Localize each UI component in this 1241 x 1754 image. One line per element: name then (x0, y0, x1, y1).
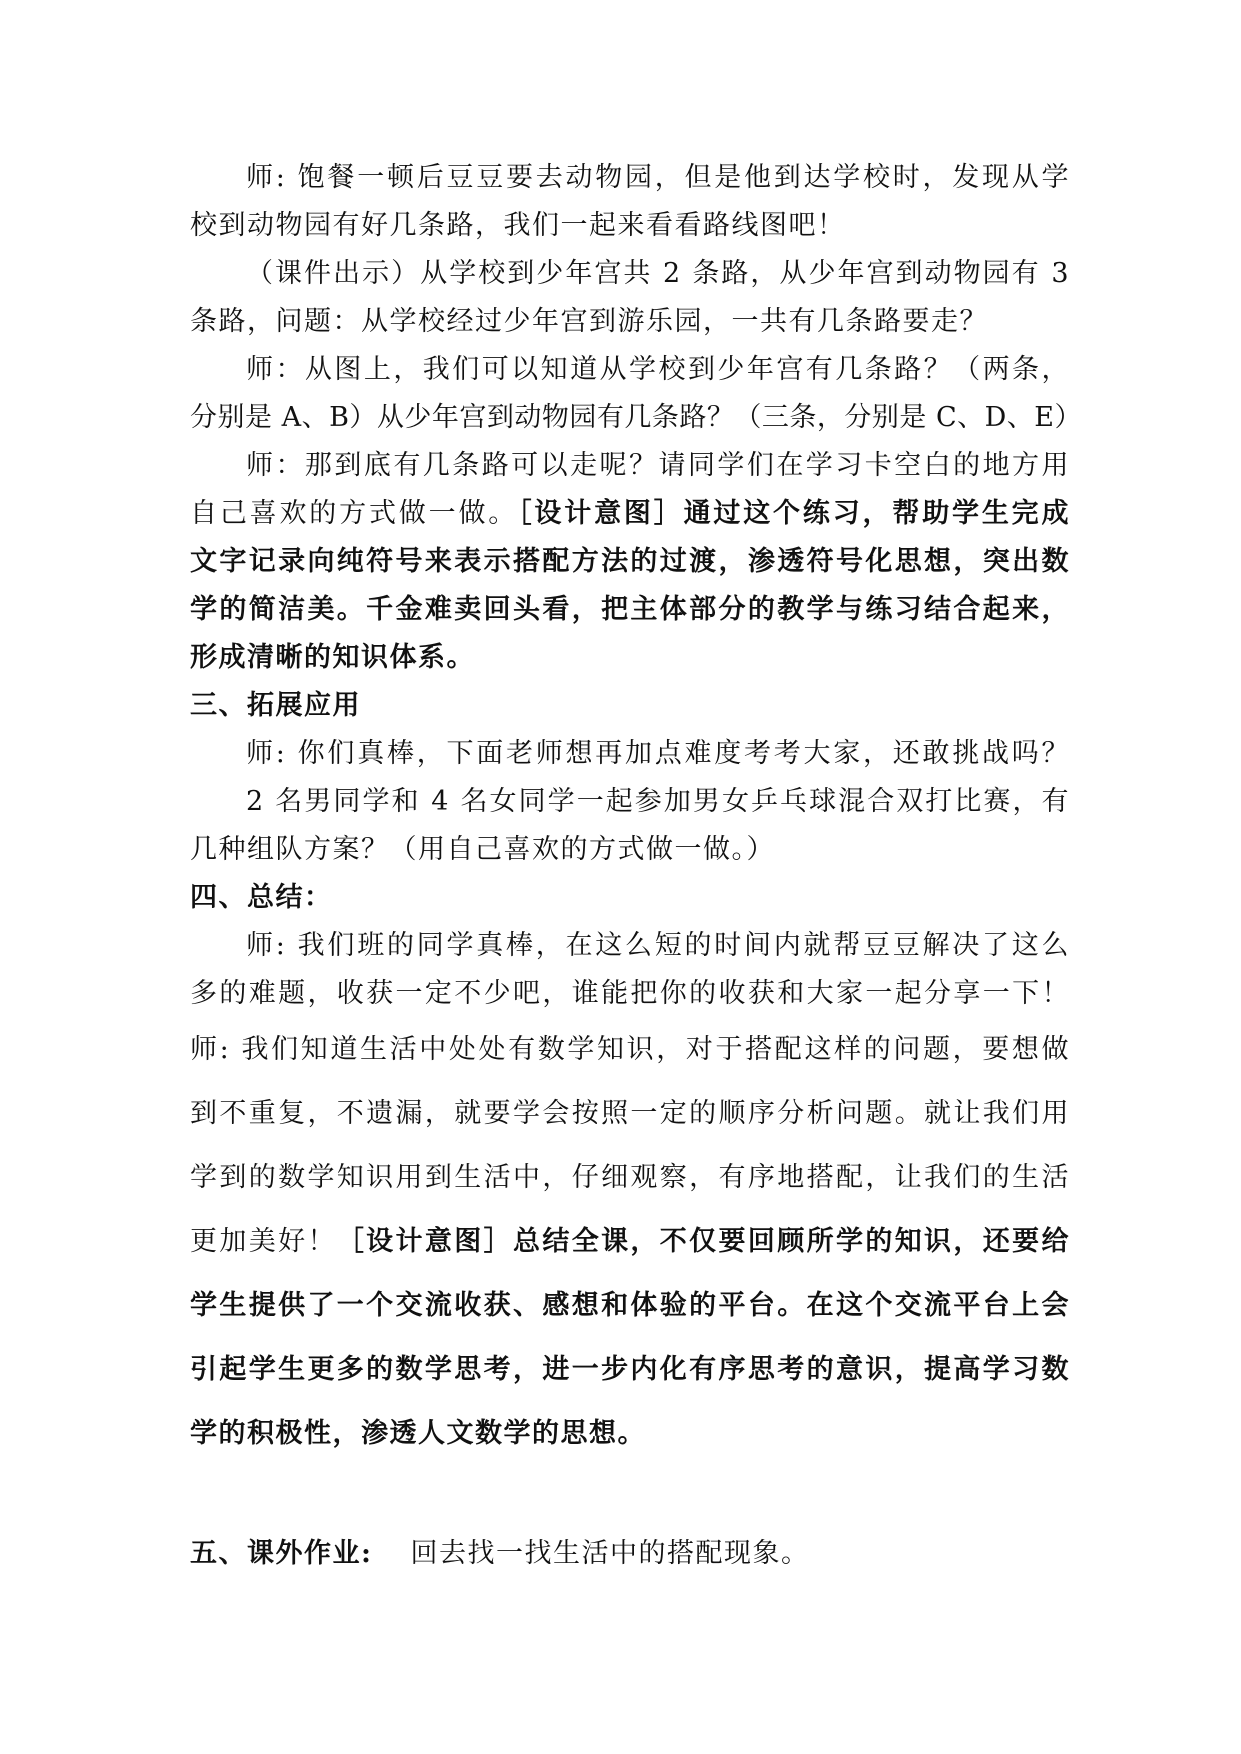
section-4-line-4: 到不重复，不遗漏，就要学会按照一定的顺序分析问题。就让我们用 (190, 1098, 1070, 1129)
section-3-line-1: 师: 你们真棒，下面老师想再加点难度考考大家，还敢挑战吗？ (246, 738, 1070, 769)
paragraph-1-line-2: 校到动物园有好几条路，我们一起来看看路线图吧！ (190, 210, 846, 241)
section-4-line-3: 师: 我们知道生活中处处有数学知识，对于搭配这样的问题，要想做 (190, 1034, 1070, 1065)
design-intent-1-start: ［设计意图］通过这个练习，帮助学生完成 (518, 498, 1071, 529)
design-intent-2-start: ［设计意图］总结全课，不仅要回顾所学的知识，还要给 (336, 1226, 1071, 1257)
section-4-line-1: 师: 我们班的同学真棒，在这么短的时间内就帮豆豆解决了这么 (246, 930, 1070, 961)
paragraph-2-line-1: （课件出示）从学校到少年宫共 2 条路，从少年宫到动物园有 3 (246, 258, 1070, 289)
section-5-heading: 五、课外作业: (190, 1538, 373, 1569)
section-4-line-5: 学到的数学知识用到生活中，仔细观察，有序地搭配，让我们的生活 (190, 1162, 1070, 1193)
section-4-heading: 四、总结： (190, 882, 333, 913)
section-4-line-6 (190, 1218, 1070, 1266)
paragraph-3-line-2: 分别是 A、B）从少年宫到动物园有几条路？（三条，分别是 C、D、E） (190, 402, 1083, 433)
section-3-line-2: 2 名男同学和 4 名女同学一起参加男女乒乓球混合双打比赛，有 (246, 786, 1070, 817)
paragraph-3-line-1: 师：从图上，我们可以知道从学校到少年宫有几条路？（两条， (246, 354, 1070, 385)
paragraph-1-line-1: 师: 饱餐一顿后豆豆要去动物园，但是他到达学校时，发现从学 (246, 162, 1070, 193)
section-5-text: 回去找一找生活中的搭配现象。 (410, 1538, 810, 1569)
design-intent-1-line-4: 学的简洁美。千金难卖回头看，把主体部分的教学与练习结合起来， (190, 594, 1070, 625)
design-intent-2-line-7: 学生提供了一个交流收获、感想和体验的平台。在这个交流平台上会 (190, 1290, 1070, 1321)
design-intent-2-line-9: 学的积极性，渗透人文数学的思想。 (190, 1418, 646, 1449)
section-3-heading: 三、拓展应用 (190, 690, 361, 721)
paragraph-4-line-2 (190, 490, 1070, 538)
paragraph-2-line-2: 条路，问题：从学校经过少年宫到游乐园，一共有几条路要走？ (190, 306, 988, 337)
design-intent-1-line-3: 文字记录向纯符号来表示搭配方法的过渡，渗透符号化思想，突出数 (190, 546, 1070, 577)
paragraph-4-line-2-normal: 自己喜欢的方式做一做。 (190, 498, 519, 529)
design-intent-1-line-5: 形成清晰的知识体系。 (190, 642, 475, 673)
paragraph-4-line-1: 师：那到底有几条路可以走呢？请同学们在学习卡空白的地方用 (246, 450, 1070, 481)
section-4-line-6-normal: 更加美好！ (190, 1226, 337, 1257)
section-3-line-3: 几种组队方案？（用自己喜欢的方式做一做。） (190, 834, 775, 865)
design-intent-2-line-8: 引起学生更多的数学思考，进一步内化有序思考的意识，提高学习数 (190, 1354, 1070, 1385)
section-4-line-2: 多的难题，收获一定不少吧，谁能把你的收获和大家一起分享一下！ (190, 978, 1070, 1009)
section-5-line (190, 1530, 1070, 1578)
